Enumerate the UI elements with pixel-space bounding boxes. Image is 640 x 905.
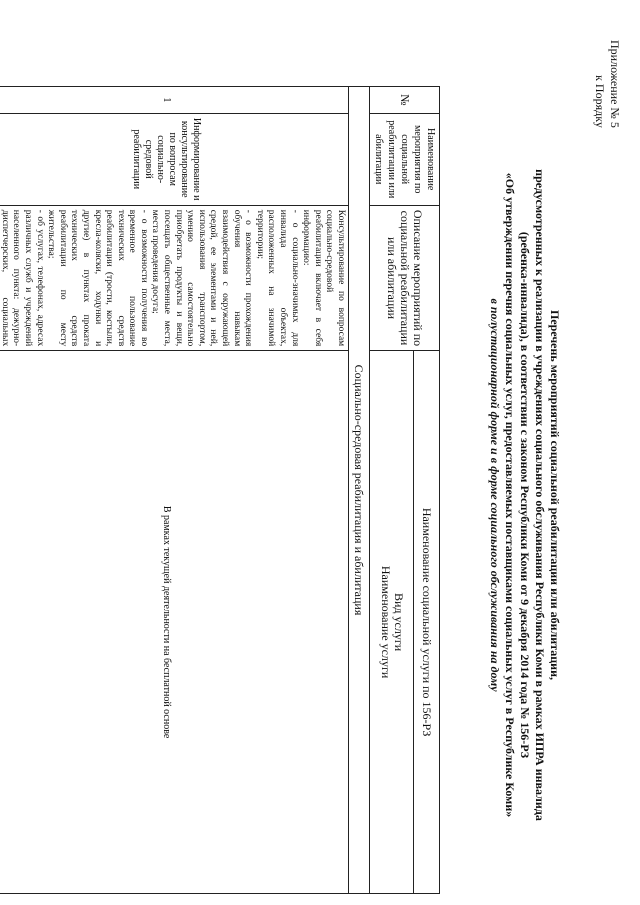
document-title xyxy=(487,90,562,900)
header-service-sub xyxy=(370,351,414,894)
header-description: Описание мероприятий по социальной реабилитации или абилитации xyxy=(370,205,440,350)
appendix-line-1: Приложение № 5 xyxy=(608,40,622,128)
header-event-name: Наименование мероприятия по социальной реабилитации или абилитации xyxy=(370,113,440,205)
title-line-4: «Об утверждении перечня социальных услуг, предоставляемых поставщиками социальных услуг в Республике Коми» xyxy=(503,172,517,818)
header-num: № xyxy=(370,87,440,114)
appendix-label xyxy=(592,40,622,128)
description-item: - о возможности получения во временное пользование технических средств реабилитации (трости, костыли, кресла-коляски, ходунки и другие) в пунктах проката технических средств реабилитации по месту жительства; xyxy=(46,209,149,347)
section-row xyxy=(349,87,370,894)
row-event-name: Информирование и консультирование по вопросам социально-средовой реабилитации xyxy=(0,113,349,205)
header-service: Наименование социальной услуги по 156-РЗ xyxy=(414,351,440,894)
header-service-type: Вид услуги xyxy=(391,593,406,652)
title-line-2: предусмотренных к реализации в учреждениях социального обслуживания Республики Коми в рамках ИПРА инвалида xyxy=(533,169,547,821)
events-table xyxy=(0,86,440,894)
description-item: - об услугах, телефонах, адресах различных служб и учреждений населенного пункта: дежурно-диспетчерских, социальных xyxy=(0,209,45,347)
title-line-1: Перечень мероприятий социальной реабилитации или абилитации, xyxy=(548,309,562,681)
row-description xyxy=(0,205,349,350)
title-line-3: (ребенка-инвалида), в соответствии с законом Республики Коми от 9 декабря 2014 года № 156-РЗ xyxy=(518,231,532,759)
row-service: В рамках текущей деятельности на бесплатной основе xyxy=(0,351,349,894)
description-item: Консультирование по вопросам социально-средовой реабилитации включает в себя информацию: xyxy=(301,209,346,347)
title-italic-line: в полустационарной форме и в форме социального обслуживания на дому xyxy=(488,298,502,692)
description-item: - о социально-значимых для инвалида объектах, расположенных на значимой территории; xyxy=(254,209,300,347)
header-service-name: Наименование услуги xyxy=(378,565,393,679)
appendix-line-2: к Порядку xyxy=(593,75,607,128)
row-number: 1 xyxy=(0,87,349,114)
table-row xyxy=(0,87,349,894)
description-item: - о возможности прохождения обучения навыкам взаимодействия с окружающей средой, ее элементами и ней, использования транспортом, умению самостоятельно приобретать продукты и вещи, посещать общественные места, места проведения досуга; xyxy=(150,209,254,347)
section-title: Социально-средовая реабилитация и абилитация xyxy=(349,87,370,894)
